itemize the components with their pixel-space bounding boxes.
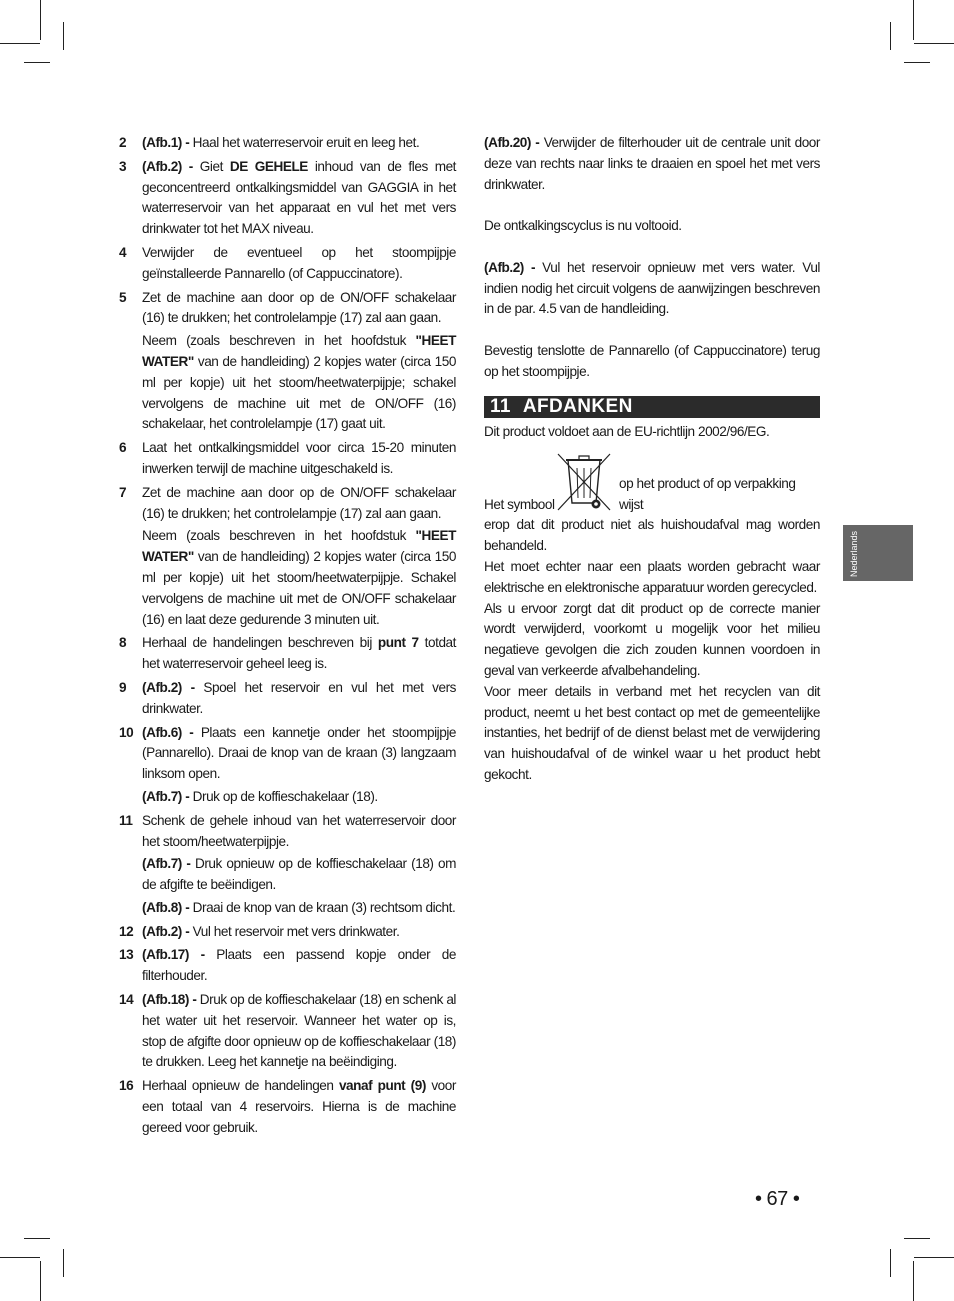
- crop-mark: [904, 1238, 930, 1239]
- crop-mark: [914, 43, 954, 44]
- paragraph-afb20: [484, 133, 820, 195]
- step-item: [119, 723, 456, 808]
- step-sub-paragraph: [142, 898, 456, 919]
- step-sub-paragraph: [142, 787, 456, 808]
- step-text: Druk op de koffieschakelaar (18).: [192, 788, 378, 804]
- step-text: voor een totaal van 4 reservoirs. Hierna is de machine gereed voor gebruik.: [142, 1078, 456, 1135]
- step-number: 13: [119, 947, 134, 963]
- step-text: Laat het ontkalkingsmiddel voor circa 15-20 minuten inwerken terwijl de machine uitgeschakeld is.: [142, 440, 456, 476]
- section-title: AFDANKEN: [522, 395, 633, 417]
- crop-mark: [63, 22, 64, 50]
- step-item: [119, 922, 456, 943]
- section-number: 11: [490, 395, 511, 417]
- step-text: Neem (zoals beschreven in het hoofdstuk: [142, 333, 416, 349]
- bold-text: "HEET WATER": [142, 528, 456, 565]
- step-text: Plaats een kannetje onder het stoompijpje (Pannarello). Draai de knop van de kraan (3) langzaam linksom open.: [142, 724, 456, 782]
- step-paragraph: [142, 438, 456, 480]
- paragraph-waste: erop dat dit product niet als huishoudafval mag worden behandeld.: [484, 517, 820, 554]
- step-item: [119, 243, 456, 285]
- bold-text: (Afb.8) -: [142, 899, 193, 915]
- step-paragraph: [142, 243, 456, 285]
- step-number: 11: [119, 812, 133, 828]
- step-paragraph: [142, 990, 456, 1073]
- paragraph-disposal: Als u ervoor zorgt dat dit product op de correcte manier wordt verwijderd, voorkomt u mogelijk voor het milieu negatieve gevolgen die zich zouden kunnen voordoen in geval van verkeerde afvalbehandeling.: [484, 600, 820, 678]
- step-number: 10: [119, 724, 134, 740]
- step-number: 4: [119, 244, 127, 260]
- crop-mark: [40, 0, 41, 40]
- step-paragraph: [142, 483, 456, 525]
- step-paragraph: [142, 1076, 456, 1138]
- bold-text: (Afb.17) -: [142, 947, 217, 963]
- paragraph-directive: Dit product voldoet aan de EU-richtlijn 2002/96/EG.: [484, 423, 770, 439]
- step-number: 16: [119, 1078, 134, 1094]
- step-text: van de handleiding) 2 kopjes water (circa 150 ml per kopje) uit het stoom/heetwaterpijpje; schakel vervolgens de machine uit met de ON/OFF (16) schakelaar, het controlelampje (17) gaat uit.: [142, 353, 456, 432]
- paragraph-pannarello: Bevestig tenslotte de Pannarello (of Cappuccinatore) terug op het stoompijpje.: [484, 342, 820, 379]
- step-item: [119, 157, 456, 240]
- step-paragraph: [142, 288, 456, 330]
- crop-mark: [914, 1257, 954, 1258]
- crop-mark: [24, 62, 50, 63]
- crop-mark: [913, 0, 914, 40]
- step-number: 12: [119, 923, 134, 939]
- crop-mark: [63, 1249, 64, 1277]
- bold-text: vanaf punt (9): [338, 1078, 426, 1094]
- step-text: Spoel het reservoir en vul het met vers drinkwater.: [142, 679, 456, 716]
- crop-mark: [40, 1261, 41, 1301]
- step-text: inhoud van de fles met geconcentreerd ontkalkingsmiddel van GAGGIA in het waterreservoir van het apparaat en vul het met vers drinkwater tot het MAX niveau.: [142, 158, 457, 237]
- step-sub-paragraph: [142, 854, 456, 896]
- step-item: [119, 438, 456, 480]
- figure-ref: (Afb.20) -: [484, 135, 544, 150]
- step-text: Druk opnieuw op de koffieschakelaar (18) om de afgifte te beëindigen.: [142, 856, 456, 893]
- step-paragraph: [142, 811, 456, 853]
- paragraph-details: Voor meer details in verband met het recyclen van dit product, neemt u het best contact op met de gemeentelijke instanties, het bedrijf of de dienst belast met de verwijdering van huishoudafval of de winkel waar u het product hebt gekocht.: [484, 683, 820, 782]
- step-sub-paragraph: [142, 526, 456, 630]
- crop-mark: [904, 62, 930, 63]
- step-number: 3: [119, 158, 127, 174]
- bold-text: (Afb.6) -: [142, 724, 201, 740]
- step-text: van de handleiding) 2 kopjes water (circa 150 ml per kopje) uit het stoom/heetwaterpijpje. Schakel vervolgens de machine uit met de ON/OFF schakelaar (16) en laat deze gedurende 3 minuten uit.: [142, 549, 456, 627]
- section-header: [484, 396, 820, 418]
- step-item: [119, 811, 456, 919]
- step-item: [119, 133, 456, 154]
- figure-ref: (Afb.2) -: [484, 259, 543, 275]
- step-item: [119, 990, 456, 1073]
- language-tab-label: Nederlands: [849, 530, 859, 577]
- step-sub-paragraph: [142, 331, 456, 435]
- bold-text: "HEET WATER": [142, 333, 456, 369]
- step-number: 14: [119, 992, 134, 1008]
- step-number: 5: [119, 289, 127, 305]
- step-item: [119, 633, 456, 675]
- bold-text: (Afb.1) -: [142, 135, 193, 150]
- bold-text: (Afb.7) -: [142, 788, 193, 804]
- crop-mark: [913, 1261, 914, 1301]
- step-number: 8: [119, 635, 127, 651]
- bold-text: DE GEHELE: [229, 158, 308, 174]
- step-text: Haal het waterreservoir eruit en leeg het.: [192, 135, 420, 150]
- paragraph-text: Vul het reservoir opnieuw met vers water. Vul indien nodig het circuit volgens de aanwijzingen beschreven in de par. 4.5 van de handleiding.: [484, 259, 820, 317]
- step-text: Herhaal opnieuw de handelingen: [142, 1078, 339, 1094]
- step-item: [119, 678, 456, 720]
- bold-text: punt 7: [377, 635, 419, 651]
- step-number: 9: [119, 679, 127, 695]
- crop-mark: [890, 1249, 891, 1277]
- paragraph-cycle-done: De ontkalkingscyclus is nu voltooid.: [484, 218, 682, 234]
- step-paragraph: [142, 133, 456, 154]
- bold-text: (Afb.18) -: [142, 992, 200, 1008]
- step-item: [119, 483, 456, 631]
- step-text: Draai de knop van de kraan (3) rechtsom dicht.: [192, 899, 456, 915]
- crossed-out-wheelie-bin-icon: [554, 448, 614, 512]
- bold-text: (Afb.2) -: [142, 923, 193, 939]
- step-paragraph: [142, 922, 456, 943]
- step-text: Vul het reservoir met vers drinkwater.: [192, 923, 400, 939]
- crop-mark: [24, 1238, 50, 1239]
- bold-text: (Afb.2) -: [142, 158, 200, 174]
- step-text: Plaats een passend kopje onder de filterhouder.: [142, 947, 456, 984]
- crop-mark: [0, 1257, 40, 1258]
- paragraph-text: Verwijder de filterhouder uit de centrale unit door deze van rechts naar links te draaien en spoel het met vers drinkwater.: [484, 135, 820, 192]
- paragraph-recycle: Het moet echter naar een plaats worden gebracht waar elektrische en elektronische apparatuur worden gerecycled.: [484, 558, 820, 595]
- step-text: totdat het waterreservoir geheel leeg is.: [142, 635, 456, 672]
- paragraph-afb2: [484, 258, 820, 320]
- step-item: [119, 1076, 456, 1138]
- crop-mark: [0, 43, 40, 44]
- step-paragraph: [142, 945, 456, 987]
- symbol-text-after: op het product of op verpakking wijst: [619, 475, 796, 512]
- step-paragraph: [142, 633, 456, 675]
- step-text: Neem (zoals beschreven in het hoofdstuk: [142, 528, 416, 544]
- step-item: [119, 945, 456, 987]
- step-paragraph: [142, 678, 456, 720]
- step-text: Herhaal de handelingen beschreven bij: [142, 635, 378, 651]
- page-number: • 67 •: [755, 1188, 800, 1210]
- step-text: Verwijder de eventueel op het stoompijpje geïnstalleerde Pannarello (of Cappuccinatore).: [142, 244, 456, 281]
- language-tab: [843, 525, 913, 581]
- crop-mark: [890, 22, 891, 50]
- bold-text: (Afb.2) -: [142, 679, 204, 695]
- symbol-text-before: Het symbool: [484, 496, 555, 512]
- step-paragraph: [142, 157, 456, 240]
- step-number: 6: [119, 440, 127, 456]
- step-number: 7: [119, 484, 127, 500]
- step-text: Schenk de gehele inhoud van het waterreservoir door het stoom/heetwaterpijpje.: [142, 812, 456, 849]
- step-text: Zet de machine aan door op de ON/OFF schakelaar (16) te drukken; het controlelampje (17) zal aan gaan.: [142, 289, 456, 326]
- right-column: [484, 133, 820, 786]
- step-item: [119, 288, 456, 436]
- step-text: Giet: [199, 158, 230, 174]
- step-number: 2: [119, 135, 127, 150]
- left-column: [119, 133, 456, 1142]
- weee-symbol-row: [484, 448, 820, 515]
- bold-text: (Afb.7) -: [142, 856, 195, 872]
- step-paragraph: [142, 723, 456, 785]
- step-text: Zet de machine aan door op de ON/OFF schakelaar (16) te drukken; het controlelampje (17) zal aan gaan.: [142, 484, 456, 521]
- step-text: Druk op de koffieschakelaar (18) en schenk al het water uit het reservoir. Wanneer het water op is, stop de afgifte door opnieuw op de koffieschakelaar (18) te drukken. Leeg het kannetje na beëindiging.: [142, 992, 456, 1070]
